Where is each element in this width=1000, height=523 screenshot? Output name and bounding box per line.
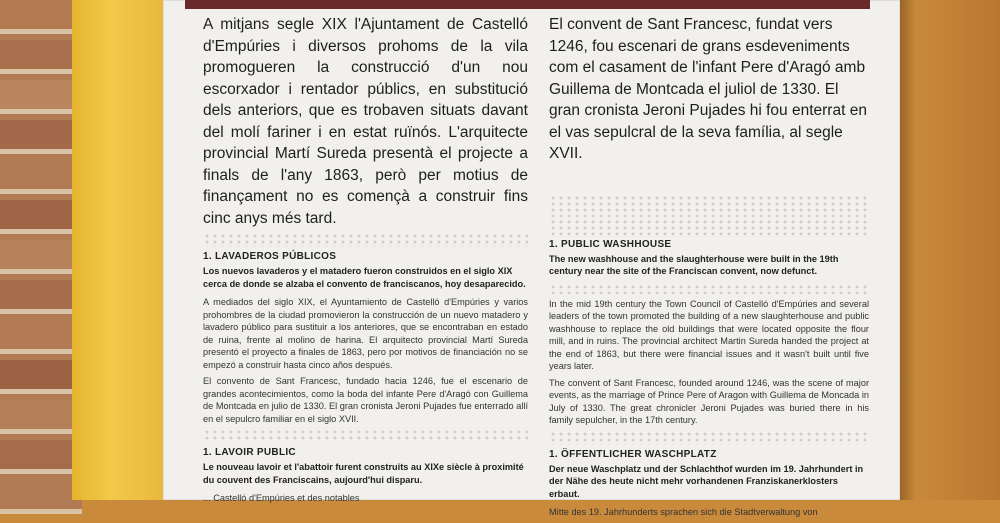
brick bbox=[0, 200, 82, 234]
braille-dots bbox=[549, 284, 869, 294]
brick bbox=[0, 120, 82, 154]
english-heading: 1. PUBLIC WASHHOUSE bbox=[549, 238, 672, 250]
brick bbox=[0, 280, 82, 314]
brick bbox=[0, 320, 82, 354]
right-column bbox=[549, 14, 869, 523]
yellow-wall bbox=[72, 0, 170, 500]
header-strip bbox=[185, 0, 870, 9]
english-summary: The new washhouse and the slaughterhouse were built in the 19th century near the site of the Franciscan convent, now defunct. bbox=[549, 253, 839, 276]
braille-dots bbox=[549, 431, 869, 445]
brick-wall bbox=[0, 0, 82, 500]
brick bbox=[0, 240, 82, 274]
brick bbox=[0, 400, 82, 434]
brick bbox=[0, 480, 82, 514]
spanish-body-1: A mediados del siglo XIX, el Ayuntamiento de Castelló d'Empúries y varios prohombres de la ciudad promovieron la construcción de un nuevo matadero y lavadero público para sustituir a los anteriores, que se encontraban en estado de ruina, frente al molino de harina. El arquitecto provincial Martí Sureda presentó el proyecto a finales de 1863, pero por motivos de financiación no se empezó a construir hasta cinco años después. bbox=[203, 297, 528, 370]
spanish-heading: 1. LAVADEROS PÚBLICOS bbox=[203, 251, 337, 262]
information-panel bbox=[163, 0, 900, 517]
brick bbox=[0, 360, 82, 394]
brick bbox=[0, 0, 82, 34]
braille-dots bbox=[549, 195, 869, 235]
wooden-frame bbox=[895, 0, 1000, 500]
catalan-paragraph-right: El convent de Sant Francesc, fundat vers 1246, fou escenari de grans esdeveniments com el casament de l'infant Pere d'Aragó amb Guillema de Montcada el juliol de 1330. El gran cronista Jeroni Pujades hi fou enterrat en el vas sepulcral de la seva família, al segle XVII. bbox=[549, 16, 867, 162]
brick bbox=[0, 160, 82, 194]
catalan-paragraph-left: A mitjans segle XIX l'Ajuntament de Castelló d'Empúries i diversos prohoms de la vila promogueren la construcció d'un nou escorxador i rentador públics, en substitució dels anteriors, que es trobaven situats davant del molí fariner i en estat ruïnós. L'arquitecte provincial Martí Sureda presentà el projecte a finals de l'any 1863, però per motius de finançament no es començà a construir fins cinc anys més tard. bbox=[203, 16, 528, 227]
spanish-body-2: El convento de Sant Francesc, fundado hacia 1246, fue el escenario de grandes acontecimientos, como la boda del infante Pere d'Aragó con Guillema de Montcada en julio de 1330. El gran cronista Jeroni Pujades fue enterrado allí en el sepulcro familiar en el siglo XVII. bbox=[203, 376, 528, 424]
brick bbox=[0, 440, 82, 474]
french-summary: Le nouveau lavoir et l'abattoir furent construits au XIXe siècle à proximité du couvent des Franciscains, aujourd'hui disparu. bbox=[203, 462, 524, 485]
french-body-1: ... Castelló d'Empúries et des notables bbox=[203, 493, 360, 503]
english-body-2: The convent of Sant Francesc, founded around 1246, was the scene of major events, as the marriage of Prince Pere of Aragon with Guillema de Moncada in July of 1330. The great chronicler Jeroni Pujades was buried there in his family sepulcher, in the 17th century. bbox=[549, 377, 869, 425]
braille-dots bbox=[203, 429, 528, 443]
brick bbox=[0, 40, 82, 74]
brick bbox=[0, 80, 82, 114]
german-summary: Der neue Waschplatz und der Schlachthof wurden im 19. Jahrhundert in der Nähe des heute nicht mehr vorhandenen Franziskanerklosters erbaut. bbox=[549, 463, 864, 499]
german-body-1: Mitte des 19. Jahrhunderts sprachen sich die Stadtverwaltung von bbox=[549, 507, 818, 517]
german-heading: 1. ÖFFENTLICHER WASCHPLATZ bbox=[549, 448, 717, 460]
spanish-summary: Los nuevos lavaderos y el matadero fueron construidos en el siglo XIX cerca de donde se alzaba el convento de franciscanos, hoy desaparecido. bbox=[203, 266, 526, 289]
left-column bbox=[203, 14, 528, 509]
english-body-1: In the mid 19th century the Town Council of Castelló d'Empúries and several leaders of the town promoted the building of a new slaughterhouse and public washhouse to replace the old buildings that were located opposite the flour mill, and in ruins. The provincial architect Martin Sureda handed the project at the end of 1863, but there were financial issues and it wasn't built until five years later. bbox=[549, 298, 869, 371]
braille-dots bbox=[203, 233, 528, 247]
french-heading: 1. LAVOIR PUBLIC bbox=[203, 447, 296, 458]
